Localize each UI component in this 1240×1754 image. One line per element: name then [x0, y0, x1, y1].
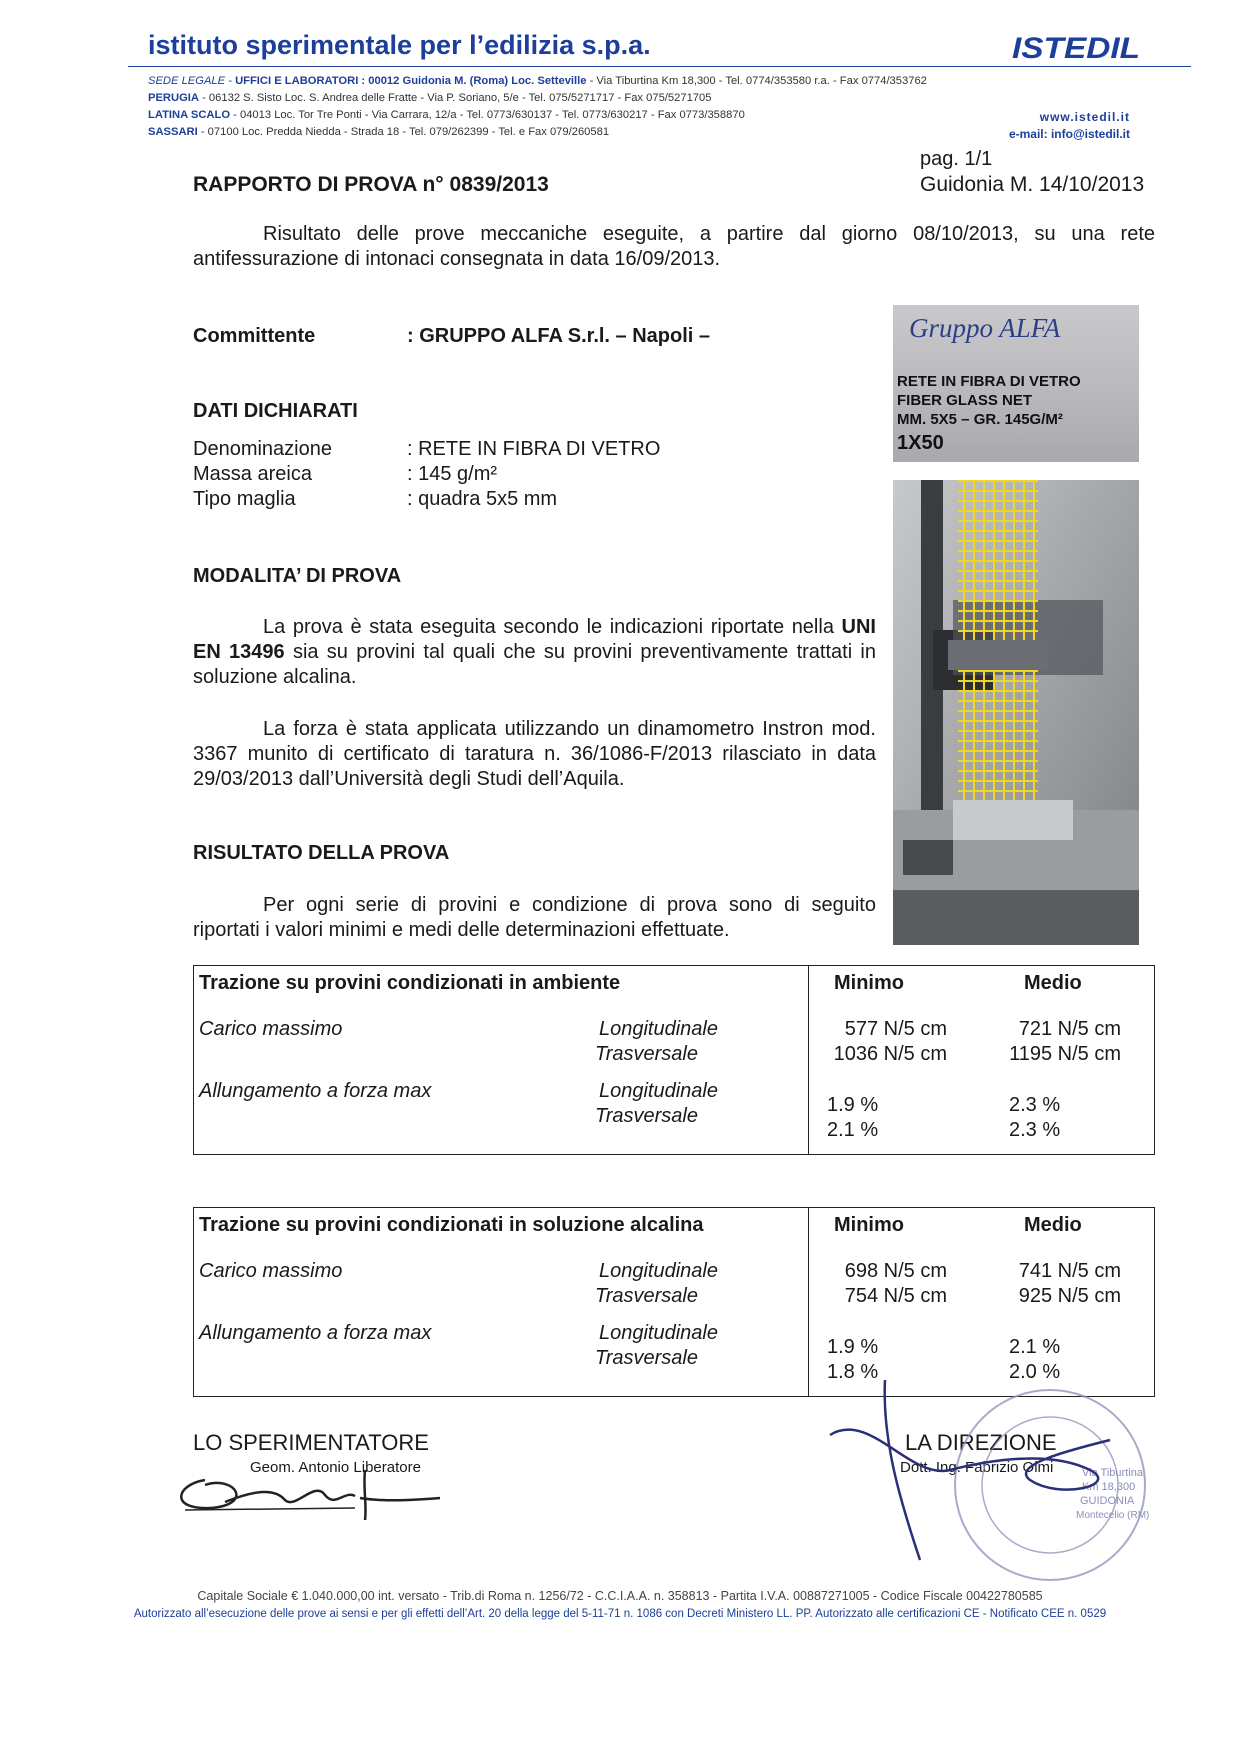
row-label-load: Carico massimo	[199, 1260, 343, 1282]
value-load-min-l: 577 N/5 cm	[844, 1018, 947, 1040]
col-header-med: Medio	[1024, 972, 1082, 994]
header-rule	[128, 66, 1191, 67]
declared-value-mass: : 145 g/m²	[407, 463, 498, 485]
office-line-headquarters: SEDE LEGALE - UFFICI E LABORATORI : 00012 Guidonia M. (Roma) Loc. Setteville - Via Tiburtina Km 18,300 - Tel. 0774/353580 r.a. - Fax 0774/353762	[148, 75, 927, 87]
photo-brand-text: Gruppo ALFA	[909, 313, 1061, 343]
office-line-latina: LATINA SCALO - 04013 Loc. Tor Tre Ponti - Via Carrara, 12/a - Tel. 0773/630137 - Tel. 0773/630217 - Fax 0773/358870	[148, 109, 745, 121]
photo-label-line: MM. 5X5 – GR. 145G/M²	[897, 411, 1063, 428]
email-link[interactable]: e-mail: info@istedil.it	[1008, 127, 1130, 141]
method-paragraph-2: La forza è stata applicata utilizzando un dinamometro Instron mod. 3367 munito di certificato di taratura n. 36/1086-F/2013 rilasciato in data 29/03/2013 dall’Università degli Studi dell’Aquila.	[193, 718, 876, 790]
stamp-text: Via Tiburtina	[1082, 1467, 1143, 1479]
row-direction: Longitudinale	[599, 1080, 718, 1102]
stamp-text: GUIDONIA	[1080, 1495, 1135, 1507]
photo-label-line: FIBER GLASS NET	[897, 392, 1033, 409]
result-paragraph: Per ogni serie di provini e condizione di prova sono di seguito riportati i valori minimi e medi delle determinazioni effettuate.	[193, 894, 876, 941]
value-elong-med-t: 2.3 %	[1009, 1119, 1061, 1141]
row-label-elongation: Allungamento a forza max	[199, 1080, 432, 1102]
value-load-min-t: 1036 N/5 cm	[833, 1043, 947, 1065]
office-line-sassari: SASSARI - 07100 Loc. Predda Niedda - Strada 18 - Tel. 079/262399 - Tel. e Fax 079/260581	[148, 126, 610, 138]
results-table-ambient	[193, 965, 1155, 1155]
value-load-med-l: 721 N/5 cm	[1018, 1018, 1121, 1040]
value-elong-med-l: 2.1 %	[1009, 1336, 1061, 1358]
value-elong-min-l: 1.9 %	[827, 1094, 879, 1116]
value-elong-min-t: 1.8 %	[827, 1361, 879, 1383]
declared-value-name: : RETE IN FIBRA DI VETRO	[407, 438, 661, 460]
row-direction: Trasversale	[595, 1347, 698, 1369]
row-label-elongation: Allungamento a forza max	[199, 1322, 432, 1344]
footer-company-info: Capitale Sociale € 1.040.000,00 int. versato - Trib.di Roma n. 1256/72 - C.C.I.A.A. n. 358813 - Partita I.V.A. 00887271005 - Codice Fiscale 00422780585	[197, 1589, 1043, 1603]
col-header-min: Minimo	[834, 972, 904, 994]
institute-name: istituto sperimentale per l’edilizia s.p.a.	[148, 30, 651, 60]
experimenter-signature	[165, 1450, 445, 1525]
direction-title: LA DIREZIONE	[905, 1430, 1057, 1455]
office-line-perugia: PERUGIA - 06132 S. Sisto Loc. S. Andrea delle Fratte - Via P. Soriano, 5/e - Tel. 075/5271717 - Fax 075/5271705	[148, 92, 712, 104]
stamp-text: Km 18,300	[1082, 1481, 1136, 1493]
report-title: RAPPORTO DI PROVA n° 0839/2013	[193, 173, 549, 196]
declared-key-name: Denominazione	[193, 438, 332, 460]
product-label-photo	[893, 305, 1139, 462]
method-paragraph-1: La prova è stata eseguita secondo le indicazioni riportate nella UNI EN 13496 sia su provini tal quali che su provini preventivamente trattati in soluzione alcalina.	[193, 616, 876, 688]
photo-label-line: RETE IN FIBRA DI VETRO	[897, 373, 1081, 390]
experimenter-title: LO SPERIMENTATORE	[193, 1430, 429, 1455]
value-load-med-l: 741 N/5 cm	[1018, 1260, 1121, 1282]
mesh-test-photo	[893, 480, 1139, 945]
table-divider	[808, 1208, 809, 1396]
table-divider	[808, 966, 809, 1154]
value-load-med-t: 925 N/5 cm	[1018, 1285, 1121, 1307]
client-value: : GRUPPO ALFA S.r.l. – Napoli –	[407, 325, 711, 347]
value-load-med-t: 1195 N/5 cm	[1009, 1043, 1121, 1065]
value-elong-med-t: 2.0 %	[1009, 1361, 1061, 1383]
logo-text: ISTEDIL	[1012, 32, 1140, 62]
istedil-logo	[1012, 32, 1142, 62]
stamp-text: Montecelio (RM)	[1076, 1510, 1150, 1521]
photo-label-line: 1X50	[897, 432, 944, 454]
row-direction: Longitudinale	[599, 1322, 718, 1344]
value-elong-med-l: 2.3 %	[1009, 1094, 1061, 1116]
report-place-date: Guidonia M. 14/10/2013	[920, 173, 1145, 196]
director-name: Dott. Ing. Fabrizio Olmi	[900, 1459, 1054, 1476]
experimenter-name: Geom. Antonio Liberatore	[250, 1459, 421, 1476]
row-direction: Longitudinale	[599, 1260, 718, 1282]
value-load-min-l: 698 N/5 cm	[844, 1260, 947, 1282]
declared-heading: DATI DICHIARATI	[193, 400, 358, 422]
result-heading: RISULTATO DELLA PROVA	[193, 842, 450, 864]
results-table-alkaline	[193, 1207, 1155, 1397]
value-elong-min-t: 2.1 %	[827, 1119, 879, 1141]
row-label-load: Carico massimo	[199, 1018, 343, 1040]
method-heading: MODALITA’ DI PROVA	[193, 565, 402, 587]
report-intro: Risultato delle prove meccaniche eseguite, a partire dal giorno 08/10/2013, su una rete antifessurazione di intonaci consegnata in data 16/09/2013.	[193, 223, 1155, 270]
website-link[interactable]: www.istedil.it	[1039, 110, 1130, 124]
row-direction: Trasversale	[595, 1043, 698, 1065]
row-direction: Longitudinale	[599, 1018, 718, 1040]
director-signature-and-stamp	[790, 1380, 1210, 1590]
table-title: Trazione su provini condizionati in soluzione alcalina	[199, 1214, 704, 1236]
col-header-med: Medio	[1024, 1214, 1082, 1236]
footer-authorization: Autorizzato all’esecuzione delle prove ai sensi e per gli effetti dell’Art. 20 della legge del 5-11-71 n. 1086 con Decreti Ministero LL. PP. Autorizzato alle certificazioni CE - Notificato CEE n. 0529	[133, 1608, 1107, 1620]
page-number: pag. 1/1	[920, 148, 993, 170]
declared-key-mass: Massa areica	[193, 463, 312, 485]
mesh-test-illustration	[893, 480, 1139, 945]
value-load-min-t: 754 N/5 cm	[844, 1285, 947, 1307]
value-elong-min-l: 1.9 %	[827, 1336, 879, 1358]
client-label: Committente	[193, 325, 316, 347]
col-header-min: Minimo	[834, 1214, 904, 1236]
row-direction: Trasversale	[595, 1285, 698, 1307]
declared-key-mesh: Tipo maglia	[193, 488, 296, 510]
declared-value-mesh: : quadra 5x5 mm	[407, 488, 558, 510]
row-direction: Trasversale	[595, 1105, 698, 1127]
table-title: Trazione su provini condizionati in ambiente	[199, 972, 621, 994]
